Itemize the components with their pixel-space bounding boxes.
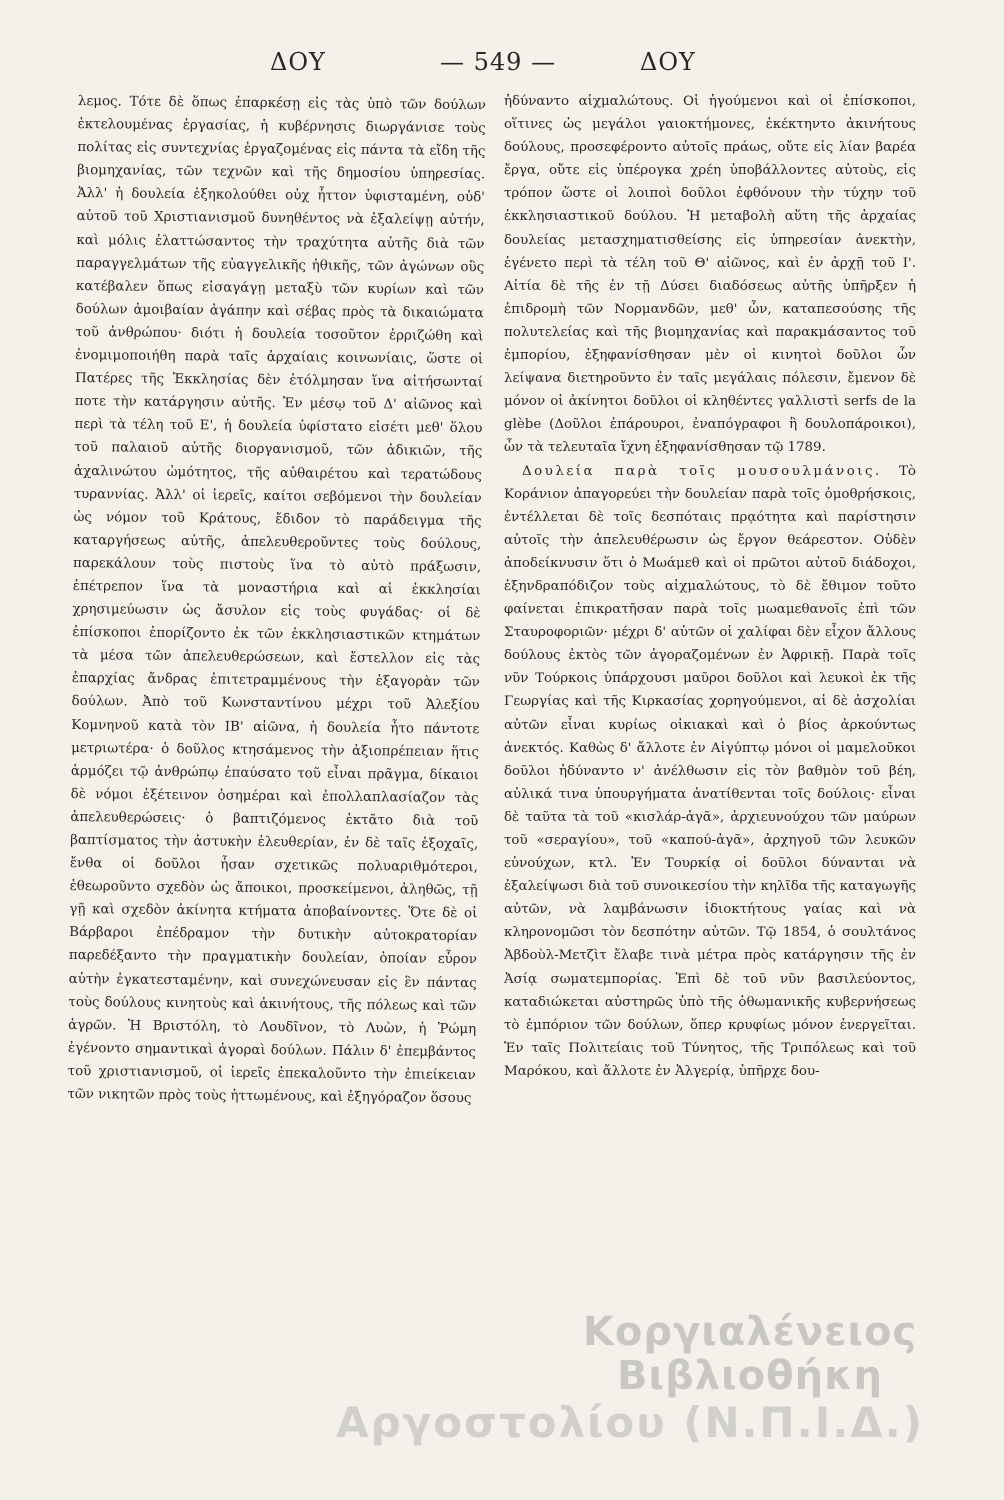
left-column-text: λεμος. Τότε δὲ ὅπως ἐπαρκέσῃ εἰς τὰς ὑπὸ τῶν δούλων ἐκτελουμένας ἐργασίας, ἡ κυβέρνησις διωργάνισε τοὺς πολίτας εἰς συντεχνίας ἐργαζομένας εἰς πάντα τὰ εἴδη τῆς βιομηχανίας, τῶν τεχνῶν καὶ τῆς δημοσίου ὑπηρεσίας. Ἀλλ' ἡ δουλεία ἐξηκολούθει οὐχ ἧττον ὑφισταμένη, οὐδ' αὐτοῦ τοῦ Χριστιανισμοῦ δυνηθέντος νὰ ἐξαλείψῃ αὐτήν, καὶ μόλις ἐλαττώσαντος τὴν τραχύτητα αὐτῆς διὰ τῶν παραγγελμάτων τῆς εὐαγγελικῆς ἠθικῆς, τῶν ἀγώνων οὓς κατέβαλεν ὅπως εἰσαγάγῃ μεταξὺ τῶν κυρίων καὶ τῶν δούλων ἀμοιβαίαν ἀγάπην καὶ σέβας πρὸς τὰ δικαιώματα τοῦ ἀνθρώπου· διότι ἡ δουλεία τοσοῦτον ἐρριζώθη καὶ ἐνομιμοποιήθη παρὰ ταῖς ἀρχαίαις κοινωνίαις, ὥστε οἱ Πατέρες τῆς Ἐκκλησίας δὲν ἐτόλμησαν ἵνα αἰτήσωνταί ποτε τὴν κατάργησιν αὐτῆς. Ἐν μέσῳ τοῦ Δ' αἰῶνος καὶ περὶ τὰ τέλη τοῦ Ε', ἡ δουλεία ὑφίστατο εἰσέτι μεθ' ὅλου τοῦ παλαιοῦ αὐτῆς διοργανισμοῦ, τῶν ἀδικιῶν, τῆς ἀχαλινώτου ὠμότητος, τῆς αὐθαιρέτου καὶ τερατώδους τυραννίας. Ἀλλ' οἱ ἱερεῖς, καίτοι σεβόμενοι τὴν δουλείαν ὡς νόμον τοῦ Κράτους, ἔδιδον τὸ παράδειγμα τῆς καταργήσεως αὐτῆς, ἀπελευθεροῦντες τοὺς δούλους, παρεκάλουν τοὺς πιστοὺς ἵνα τὸ αὐτὸ πράξωσιν, ἐπέτρεπον ἵνα τὰ μοναστήρια καὶ αἱ ἐκκλησίαι χρησιμεύωσιν ὡς ἄσυλον εἰς τοὺς φυγάδας· οἱ δὲ ἐπίσκοποι ἐπορίζοντο ἐκ τῶν ἐκκλησιαστικῶν κτημάτων τὰ μέσα τῶν ἀπελευθερώσεων, καὶ ἔστελλον εἰς τὰς ἐπαρχίας ἄνδρας ἐπιτετραμμένους τὴν ἐξαγορὰν τῶν δούλων. Ἀπὸ τοῦ Κωνσταντίνου μέχρι τοῦ Ἀλεξίου Κομνηνοῦ κατὰ τὸν ΙΒ' αἰῶνα, ἡ δουλεία ἦτο πάντοτε μετριωτέρα· ὁ δοῦλος κτησάμενος τὴν ἀξιοπρέπειαν ἥτις ἁρμόζει τῷ ἀνθρώπῳ ἐπαύσατο τοῦ εἶναι πρᾶγμα, δίκαιοι δὲ νόμοι ἐξέτεινον ὁσημέραι καὶ ἐπολλαπλασίαζον τὰς ἀπελευθερώσεις· ὁ βαπτιζόμενος ἐκτᾶτο διὰ τοῦ βαπτίσματος τὴν ἀστυκὴν ἐλευθερίαν, ἐν δὲ ταῖς ἐξοχαῖς, ἔνθα οἱ δοῦλοι ἦσαν σχετικῶς πολυαριθμότεροι, ἐθεωροῦντο σχεδὸν ὡς ἄποικοι, προσκείμενοι, ἀληθῶς, τῇ γῇ καὶ σχεδὸν ἀκίνητα κτήματα ἀποβαίνοντες. Ὅτε δὲ οἱ Βάρβαροι ἐπέδραμον τὴν δυτικὴν αὐτοκρατορίαν παρεδέξαντο τὴν πραγματικὴν δουλείαν, ὁποίαν εὗρον αὐτὴν ἐγκατεσταμένην, καὶ συνεχώνευσαν εἰς ἓν πάντας τοὺς δούλους κινητοὺς καὶ ἀκινήτους, τῆς πόλεως καὶ τῶν ἀγρῶν. Ἡ Βριστόλη, τὸ Λουδῖνον, τὸ Λυὼν, ἡ Ῥώμη ἐγένοντο σημαντικαὶ ἀγοραὶ δούλων. Πάλιν δ' ἐπεμβάντος τοῦ χριστιανισμοῦ, οἱ ἱερεῖς ἐπεκαλοῦντο τὴν ἐπιείκειαν τῶν νικητῶν πρὸς τοὺς ἡττωμένους, καὶ ἐξηγόραζον ὅσους xyxy=(67,93,486,1107)
right-column-paragraph-2: Τὸ Κοράνιον ἀπαγορεύει τὴν δουλείαν παρὰ τοῖς ὁμοθρήσκοις, ἐντέλλεται δὲ τοῖς δεσπόταις πρᾳότητα καὶ παρίστησιν αὐτοῖς τὴν ἀπελευθέρωσιν ὡς ἔργον θεάρεστον. Οὐδὲν ἀποδείκνυσιν ὅτι ὁ Μωάμεθ καὶ οἱ πρῶτοι αὐτοῦ διάδοχοι, ἐξηνδραπόδιζον τοὺς αἰχμαλώτους, τὸ δὲ ἔθιμον τοῦτο φαίνεται ἐπικρατῆσαν παρὰ τοῖς μωαμεθανοῖς ἐπὶ τῶν Σταυροφοριῶν· μέχρι δ' αὐτῶν οἱ χαλίφαι δὲν εἶχον ἄλλους δούλους ἐκτὸς τῶν ἀγοραζομένων ἐν Ἀφρικῇ. Παρὰ τοῖς νῦν Τούρκοις ὑπάρχουσι μαῦροι δοῦλοι καὶ λευκοὶ ἐκ τῆς Γεωργίας καὶ τῆς Κιρκασίας χορηγούμενοι, αἱ δὲ ἀσχολίαι αὐτῶν εἶναι κυρίως οἰκιακαὶ καὶ ὁ βίος ἀρκούντως ἀνεκτός. Καθὼς δ' ἄλλοτε ἐν Αἰγύπτῳ μόνοι οἱ μαμελοῦκοι δοῦλοι ἠδύναντο ν' ἀνέλθωσιν εἰς τὸν βαθμὸν τοῦ βέη, αὐλικά τινα ὑπουργήματα ἀνατίθενται τοῖς δούλοις· εἶναι δὲ ταῦτα τὰ τοῦ «κισλάρ-ἀγᾶ», ἀρχιευνούχου τῶν μαύρων τοῦ «σεραγίου», τοῦ «καπού-ἀγᾶ», ἀρχηγοῦ τῶν λευκῶν εὐνούχων, κτλ. Ἐν Τουρκίᾳ οἱ δοῦλοι δύνανται νὰ ἐξαλείψωσι διὰ τοῦ συνοικεσίου τὴν κηλῖδα τῆς καταγωγῆς αὐτῶν, νὰ λαμβάνωσιν ἰδιοκτήτους γαίας καὶ νὰ κληρονομῶσι τὸν δεσπότην αὐτῶν. Τῷ 1854, ὁ σουλτάνος Ἀβδοὺλ-Μετζὶτ ἔλαβε τινὰ μέτρα πρὸς κατάργησιν τῆς ἐν Ἀσίᾳ σωματεμπορίας. Ἐπὶ δὲ τοῦ νῦν βασιλεύοντος, καταδιώκεται αὐστηρῶς ὑπὸ τῆς ὀθωμανικῆς κυβερνήσεως τὸ ἐμπόριον τῶν δούλων, ὅπερ κρυφίως μόνον ἐνεργεῖται. Ἐν ταῖς Πολιτείαις τοῦ Τύνητος, τῆς Τριπόλεως καὶ τοῦ Μαρόκου, καὶ ἄλλοτε ἐν Ἀλγερίᾳ, ὑπῆρχε δου- xyxy=(504,463,916,1079)
page-number: — 549 — xyxy=(440,48,557,76)
header-right-term: ΔΟΥ xyxy=(640,48,696,76)
page-header xyxy=(80,48,920,88)
right-column-paragraph-1: ἠδύναντο αἰχμαλώτους. Οἱ ἡγούμενοι καὶ οἱ ἐπίσκοποι, οἵτινες ὡς μεγάλοι γαιοκτήμονες, ἐκέκτηντο ἀκινήτους δούλους, προσεφέροντο αὐτοῖς πράως, οὔτε εἰς λίαν βαρέα ἔργα, οὔτε εἰς ὑπέρογκα χρέη ὑποβάλλοντες αὐτοὺς, εἰς τρόπον ὥστε οἱ λοιποὶ δοῦλοι ἐφθόνουν τὴν τύχην τοῦ ἐκκλησιαστικοῦ δούλου. Ἡ μεταβολὴ αὕτη τῆς ἀρχαίας δουλείας μετασχηματισθείσης εἰς ὑπηρεσίαν ἀνεκτὴν, ἐγένετο περὶ τὰ τέλη τοῦ Θ' αἰῶνος, καὶ ἐν ἀρχῇ τοῦ Ι'. Αἰτία δὲ τῆς ἐν τῇ Δύσει διαδόσεως αὐτῆς ὑπῆρξεν ἡ ἐπιδρομὴ τῶν Νορμανδῶν, μεθ' ὧν, καταπεσούσης τῆς πολυτελείας καὶ τῆς βιομηχανίας καὶ παρακμάσαντος τοῦ ἐμπορίου, ἐξηφανίσθησαν μὲν οἱ κινητοὶ δοῦλοι ὧν λείψανα διετηροῦντο ἐν ταῖς μεγάλαις πόλεσιν, ἔμενον δὲ μόνον οἱ ἀκίνητοι δοῦλοι οἱ κληθέντες γαλλιστὶ serfs de la glèbe (Δοῦλοι ἐπάρουροι, ἐναπόγραφοι ἢ δουλοπάροικοι), ὧν τὰ τελευταῖα ἴχνη ἐξηφανίσθησαν τῷ 1789. xyxy=(504,94,916,456)
section-heading: Δουλεία παρὰ τοῖς μουσουλμάνοις. xyxy=(522,463,882,479)
header-left-term: ΔΟΥ xyxy=(270,48,326,76)
section-paragraph xyxy=(504,460,916,1084)
right-column xyxy=(504,90,916,1083)
left-column xyxy=(67,90,486,1110)
library-watermark-line-2: Αργοστολίου (Ν.Π.Ι.Δ.) xyxy=(336,1398,924,1447)
library-watermark-line-1: Κοργιαλένειος Βιβλιοθήκη xyxy=(582,1309,918,1399)
